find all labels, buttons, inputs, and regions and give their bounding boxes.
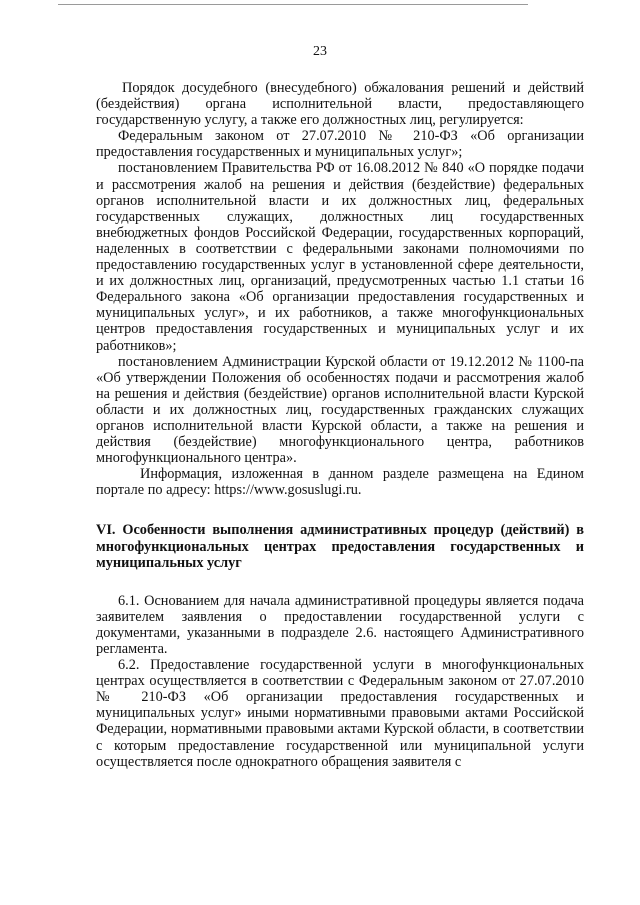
- paragraph: постановлением Администрации Курской области от 19.12.2012 № 1100-па «Об утверждении Положения об особенностях подачи и рассмотрения жалоб на решения и действия (бездействие) органов исполнительной власти Курской области и их должностных лиц, государственных гражданских служащих органов исполнительной власти Курской области, а также на решения и действия (бездействие) многофункционального центра, работников многофункционального центра».: [96, 353, 584, 467]
- document-body: [96, 80, 584, 770]
- paragraph: 6.1. Основанием для начала административной процедуры является подача заявителем заявления о предоставлении государственной услуги с документами, указанными в подразделе 2.6. настоящего Административного регламента.: [96, 592, 584, 657]
- paragraph: Информация, изложенная в данном разделе размещена на Едином портале по адресу: https://www.gosuslugi.ru.: [96, 466, 584, 499]
- paragraph: 6.2. Предоставление государственной услуги в многофункциональных центрах осуществляется в соответствии с Федеральным законом от 27.07.2010 № 210-ФЗ «Об организации предоставления государственных и муниципальных услуг» иными нормативными правовыми актами Российской Федерации, нормативными правовыми актами Курской области, в соответствии с которым предоставление государственной или муниципальной услуги осуществляется после однократного обращения заявителя с: [96, 657, 584, 770]
- paragraph: Федеральным законом от 27.07.2010 № 210-ФЗ «Об организации предоставления государственных и муниципальных услуг»;: [96, 128, 584, 161]
- spacer: [96, 498, 584, 522]
- spacer: [96, 571, 584, 593]
- top-rule: [58, 4, 528, 5]
- page-number: 23: [313, 44, 327, 59]
- section-heading: VI. Особенности выполнения административных процедур (действий) в многофункциональных центрах предоставления государственных и муниципальных услуг: [96, 522, 584, 571]
- paragraph: Порядок досудебного (внесудебного) обжалования решений и действий (бездействия) органа исполнительной власти, предоставляющего государственную услугу, а также его должностных лиц, регулируется:: [96, 80, 584, 129]
- paragraph: постановлением Правительства РФ от 16.08.2012 № 840 «О порядке подачи и рассмотрения жалоб на решения и действия (бездействие) федеральных органов исполнительной власти и их должностных лиц, федеральных государственных служащих, должностных лиц государственных внебюджетных фондов Российской Федерации, государственных корпораций, наделенных в соответствии с федеральными законами полномочиями по предоставлению государственных услуг в установленной сфере деятельности, и их должностных лиц, организаций, предусмотренных частью 1.1 статьи 16 Федерального закона «Об организации предоставления государственных и муниципальных услуг», и их работников, а также многофункциональных центров предоставления государственных и муниципальных услуг и их работников»;: [96, 160, 584, 354]
